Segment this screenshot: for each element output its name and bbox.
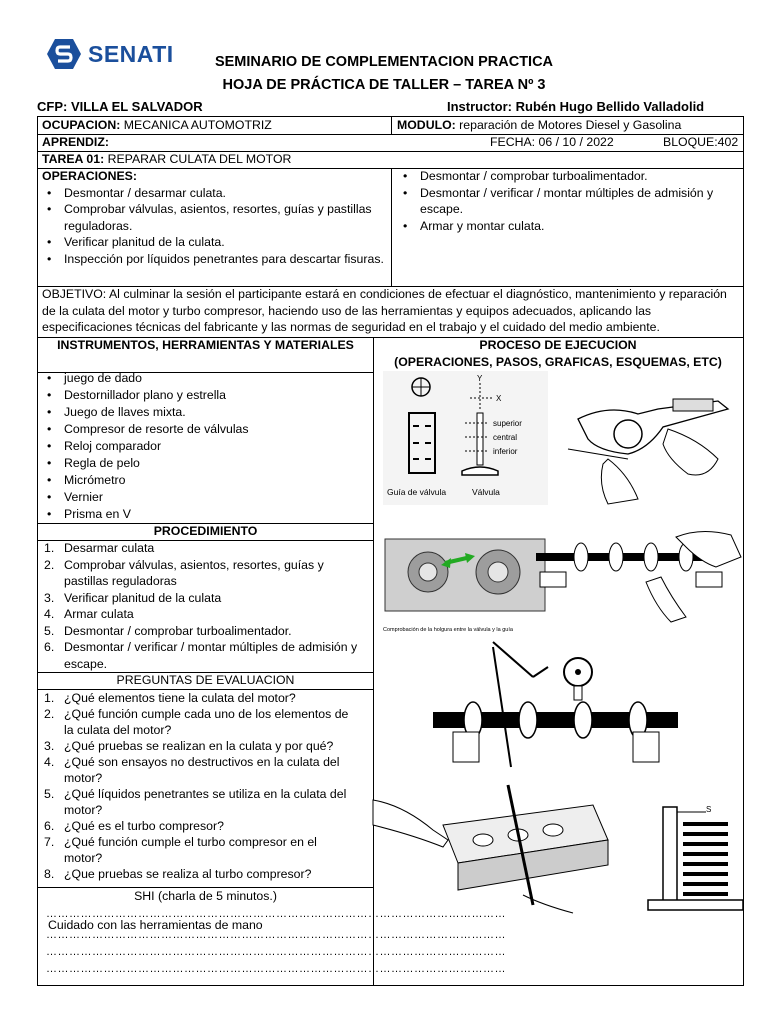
- list-item: 1. Desarmar culata: [44, 541, 155, 555]
- logo-text: SENATI: [88, 40, 174, 67]
- micrometer-figure: [568, 379, 738, 509]
- list-item: 3. Verificar planitud de la culata: [44, 590, 222, 605]
- proceso-title: [373, 337, 743, 371]
- shi-title: SHI (charla de 5 minutos.): [134, 889, 277, 903]
- procedimiento-list: [38, 540, 363, 672]
- modulo-label: MODULO:: [397, 118, 456, 132]
- shi-dots-line: …………………………………………………………………………………………………………: [46, 963, 506, 975]
- proceso-title-line2: (OPERACIONES, PASOS, GRAFICAS, ESQUEMAS, ETC): [394, 355, 722, 369]
- spring-label: S: [706, 805, 712, 814]
- list-item: 1. ¿Qué elementos tiene la culata del motor?: [44, 691, 296, 705]
- shi-topic: Cuidado con las herramientas de mano: [48, 918, 263, 932]
- list-item: 3. ¿Qué pruebas se realizan en la culata y por qué?: [44, 739, 334, 753]
- shi-dots-line: …………………………………………………………………………………………………………: [46, 908, 506, 920]
- document-subtitle: HOJA DE PRÁCTICA DE TALLER – TAREA Nº 3: [222, 77, 546, 93]
- worksheet-table: [37, 116, 744, 986]
- clearance-check-figure: [383, 527, 553, 637]
- spring-check-figure: [648, 802, 743, 912]
- ocupacion-cell: [42, 117, 272, 134]
- shi-dots-line: …………………………………………………………………………………………………………: [46, 946, 506, 958]
- tarea-cell: [42, 151, 291, 168]
- axis-x-label: X: [496, 394, 502, 403]
- dial-indicator-figure: [433, 637, 688, 767]
- instructor-label: Instructor: Rubén Hugo Bellido Valladolid: [447, 99, 705, 114]
- list-item: • Compresor de resorte de válvulas: [38, 421, 373, 438]
- instrumentos-title: INSTRUMENTOS, HERRAMIENTAS Y MATERIALES: [57, 338, 354, 352]
- preguntas-title: PREGUNTAS DE EVALUACION: [116, 673, 295, 687]
- valvula-label: Válvula: [472, 487, 500, 497]
- ocupacion-value: MECANICA AUTOMOTRIZ: [120, 118, 272, 132]
- straightedge-figure: [373, 785, 613, 913]
- list-item: • Desmontar / comprobar turboalimentador.: [394, 168, 742, 185]
- list-item: • Verificar planitud de la culata.: [38, 234, 387, 251]
- operaciones-left: [42, 168, 387, 267]
- list-item: • Juego de llaves mixta.: [38, 404, 373, 421]
- list-item: 8. ¿Que pruebas se realiza al turbo compresor?: [44, 867, 312, 881]
- shi-dots-line: …………………………………………………………………………………………………………: [46, 929, 506, 941]
- list-item: • Reloj comparador: [38, 438, 373, 455]
- central-label: central: [493, 433, 518, 442]
- modulo-value: reparación de Motores Diesel y Gasolina: [455, 118, 682, 132]
- inferior-label: inferior: [493, 447, 518, 456]
- list-item: • Comprobar válvulas, asientos, resortes, guías y pastillas reguladoras.: [38, 201, 387, 234]
- document-title: SEMINARIO DE COMPLEMENTACION PRACTICA: [214, 54, 554, 70]
- preguntas-list: [38, 690, 356, 882]
- list-item: • juego de dado: [38, 370, 373, 387]
- proceso-title-line1: PROCESO DE EJECUCION: [479, 338, 637, 352]
- list-item: 4. ¿Qué son ensayos no destructivos en la culata del motor?: [44, 755, 340, 785]
- superior-label: superior: [493, 419, 522, 428]
- list-item: • Prisma en V: [38, 506, 373, 523]
- list-item: 5. ¿Qué líquidos penetrantes se utiliza en la culata del motor?: [44, 787, 347, 817]
- tarea-value: REPARAR CULATA DEL MOTOR: [104, 152, 292, 166]
- list-item: • Desmontar / desarmar culata.: [38, 185, 387, 202]
- list-item: • Inspección por líquidos penetrantes para descartar fisuras.: [38, 251, 387, 268]
- modulo-cell: [397, 117, 681, 134]
- guia-label: Guía de válvula: [387, 487, 447, 497]
- list-item: • Destornillador plano y estrella: [38, 387, 373, 404]
- operaciones-label: OPERACIONES:: [42, 169, 137, 183]
- ocupacion-label: OCUPACION:: [42, 118, 121, 132]
- list-item: 2. Comprobar válvulas, asientos, resortes, guías y pastillas reguladoras: [44, 557, 324, 588]
- valve-guide-diagram: [383, 371, 548, 505]
- camshaft-v-block-figure: [536, 527, 746, 627]
- aprendiz-label: APRENDIZ:: [42, 135, 109, 149]
- operaciones-right: [394, 168, 742, 234]
- list-item: 6. Desmontar / verificar / montar múltiples de admisión y escape.: [44, 640, 358, 671]
- instrumentos-list: [38, 370, 373, 523]
- tarea-label: TAREA 01:: [42, 152, 105, 166]
- procedimiento-title: PROCEDIMIENTO: [153, 524, 258, 538]
- objetivo-text: OBJETIVO: Al culminar la sesión el participante estará en condiciones de efectuar el diagnóstico, mantenimiento y reparación de la culata del motor y turbo compresor, haciendo uso de las herramientas y equipos adecuados, aplicando las especificaciones técnicas del fabricante y las normas de seguridad en el trabajo y el cuidado del medio ambiente.: [42, 287, 727, 334]
- clearance-caption: Comprobación de la holgura entre la válvula y la guía: [383, 627, 513, 633]
- bloque-label: BLOQUE:402: [663, 135, 739, 149]
- cfp-label: CFP: VILLA EL SALVADOR: [37, 99, 203, 114]
- list-item: • Vernier: [38, 489, 373, 506]
- list-item: • Micrómetro: [38, 472, 373, 489]
- list-item: • Desmontar / verificar / montar múltiples de admisión y escape.: [394, 185, 742, 218]
- axis-y-label: Y: [477, 374, 483, 383]
- list-item: 4. Armar culata: [44, 607, 134, 621]
- fecha-label: FECHA: 06 / 10 / 2022: [490, 135, 614, 149]
- list-item: • Regla de pelo: [38, 455, 373, 472]
- list-item: 2. ¿Qué función cumple cada uno de los elementos de la culata del motor?: [44, 707, 349, 737]
- list-item: 5. Desmontar / comprobar turboalimentador.: [44, 623, 292, 638]
- list-item: 6. ¿Qué es el turbo compresor?: [44, 819, 224, 833]
- list-item: 7. ¿Qué función cumple el turbo compresor en el motor?: [44, 835, 317, 865]
- list-item: • Armar y montar culata.: [394, 218, 742, 235]
